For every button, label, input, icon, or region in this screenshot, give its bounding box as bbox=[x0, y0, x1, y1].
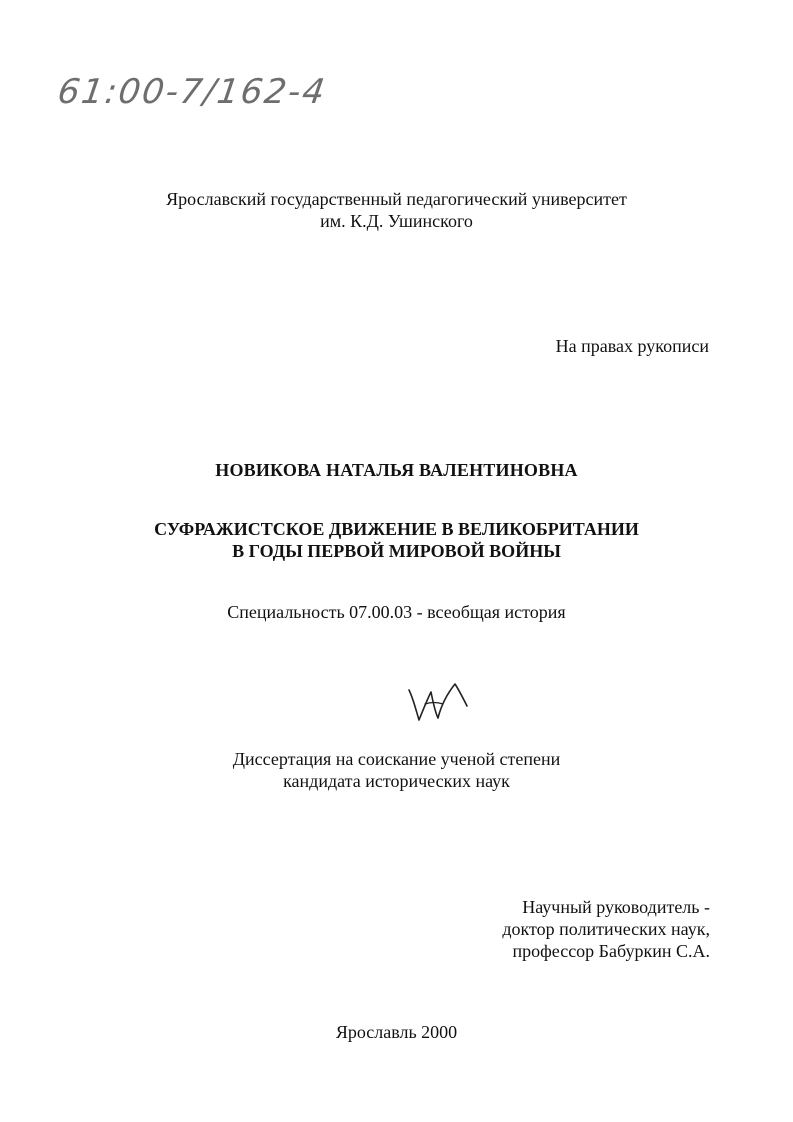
author-name: НОВИКОВА НАТАЛЬЯ ВАЛЕНТИНОВНА bbox=[215, 460, 578, 480]
degree-line-1: Диссертация на соискание ученой степени bbox=[232, 749, 561, 769]
title-line-2: В ГОДЫ ПЕРВОЙ МИРОВОЙ ВОЙНЫ bbox=[232, 541, 561, 561]
institution-name bbox=[0, 188, 793, 232]
degree-line-2: кандидата исторических наук bbox=[283, 771, 510, 791]
specialty: Специальность 07.00.03 - всеобщая история bbox=[227, 602, 566, 622]
manuscript-note: На правах рукописи bbox=[555, 336, 709, 356]
advisor-line-3: профессор Бабуркин С.А. bbox=[512, 941, 710, 961]
advisor-line-2: доктор политических наук, bbox=[502, 919, 710, 939]
institution-line-1: Ярославский государственный педагогический университет bbox=[166, 189, 627, 209]
institution-line-2: им. К.Д. Ушинского bbox=[320, 211, 473, 231]
title-line-1: СУФРАЖИСТСКОЕ ДВИЖЕНИЕ В ВЕЛИКОБРИТАНИИ bbox=[154, 519, 639, 539]
dissertation-title bbox=[0, 518, 793, 562]
scientific-advisor bbox=[410, 896, 710, 962]
advisor-line-1: Научный руководитель - bbox=[522, 897, 710, 917]
signature-mark bbox=[405, 676, 473, 726]
archive-code-stamp: 61:00-7/162-4 bbox=[55, 72, 329, 112]
city-year: Ярославль 2000 bbox=[335, 1022, 458, 1042]
degree-statement bbox=[0, 748, 793, 792]
